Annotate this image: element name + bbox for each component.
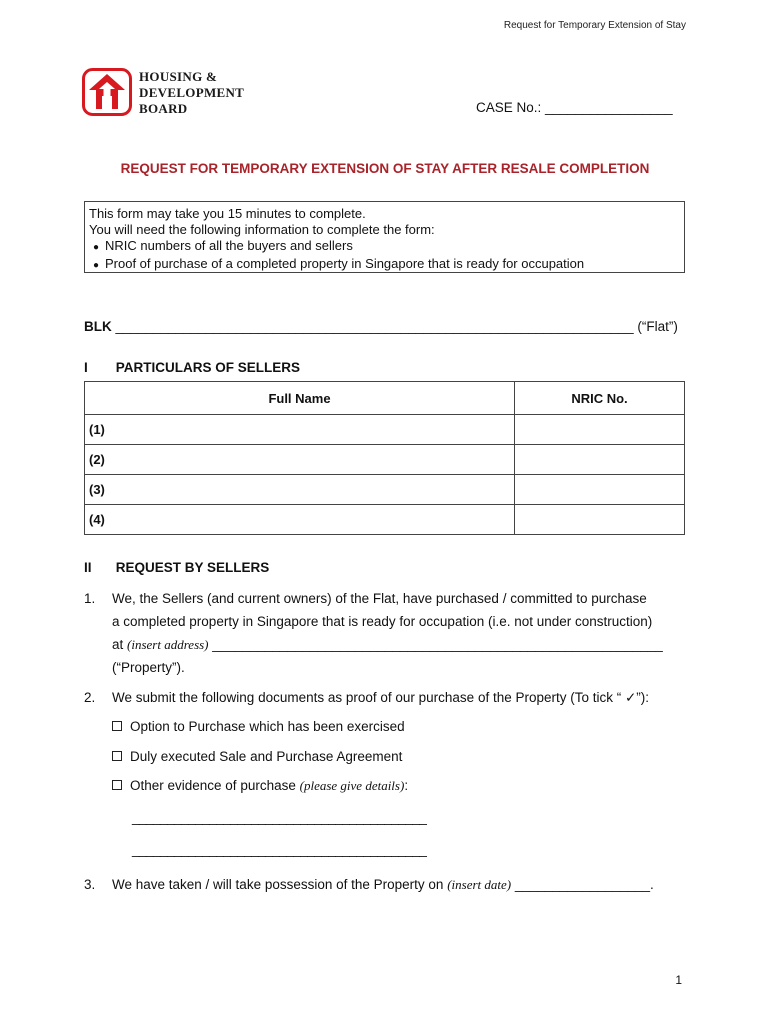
- insert-date-hint: (insert date): [447, 877, 512, 892]
- seller-name-cell[interactable]: (3): [85, 475, 515, 505]
- bullet-icon: ●: [93, 260, 100, 271]
- org-name-line3: BOARD: [139, 101, 188, 116]
- seller-nric-cell[interactable]: [515, 505, 685, 535]
- seller-nric-cell[interactable]: [515, 415, 685, 445]
- bullet-icon: ●: [93, 242, 100, 253]
- table-header-row: [85, 382, 685, 415]
- paragraph-1: [84, 587, 688, 679]
- paragraph-3: [84, 873, 694, 896]
- col-full-name: Full Name: [85, 382, 515, 415]
- details-field-2[interactable]: __________________________________________: [132, 842, 427, 857]
- seller-nric-cell[interactable]: [515, 475, 685, 505]
- info-line-2: You will need the following information to complete the form:: [89, 222, 435, 237]
- table-row: [85, 445, 685, 475]
- option-label: Duly executed Sale and Purchase Agreement: [130, 749, 403, 764]
- case-label: CASE No.:: [476, 100, 542, 115]
- section-2-number: II: [84, 560, 92, 575]
- section-2-title: REQUEST BY SELLERS: [115, 560, 270, 575]
- paragraph-3-text: We have taken / will take possession of the Property on: [112, 877, 444, 892]
- info-box: [84, 201, 685, 273]
- paragraph-1-line-1: We, the Sellers (and current owners) of the Flat, have purchased / committed to purchase: [112, 591, 647, 606]
- running-header: Request for Temporary Extension of Stay: [503, 20, 686, 31]
- paragraph-3-number: 3.: [84, 877, 96, 892]
- paragraph-1-line-3: [112, 633, 688, 656]
- paragraph-1-line-4: (“Property”).: [112, 660, 185, 675]
- info-bullet: ● NRIC numbers of all the buyers and sellers: [89, 238, 680, 256]
- seller-nric-cell[interactable]: [515, 445, 685, 475]
- blk-label: BLK: [84, 319, 112, 334]
- blk-suffix: (“Flat”): [637, 319, 678, 334]
- option-checkbox-otp[interactable]: [112, 719, 405, 734]
- section-1-title: PARTICULARS OF SELLERS: [115, 360, 301, 375]
- org-name-line1: HOUSING &: [139, 69, 218, 84]
- blk-line: [84, 319, 688, 334]
- possession-date-field[interactable]: __________________.: [514, 877, 654, 892]
- seller-name-cell[interactable]: (4): [85, 505, 515, 535]
- checkbox-icon[interactable]: [112, 721, 122, 731]
- option-checkbox-spa[interactable]: [112, 749, 402, 764]
- option-label: Other evidence of purchase: [130, 778, 296, 793]
- sellers-table: [84, 381, 685, 535]
- paragraph-2-text: We submit the following documents as proof of our purchase of the Property (To tick “ ✓”):: [112, 690, 650, 705]
- info-line-1: This form may take you 15 minutes to complete.: [89, 206, 366, 221]
- info-bullet-list: [89, 238, 680, 274]
- info-bullet: ● Proof of purchase of a completed property in Singapore that is ready for occupation: [89, 256, 680, 274]
- hdb-logo-icon: [82, 68, 132, 116]
- paragraph-2: [84, 686, 688, 709]
- page-number: 1: [675, 973, 682, 987]
- case-number-field[interactable]: _________________: [545, 100, 673, 115]
- give-details-hint: (please give details): [299, 778, 405, 793]
- paragraph-2-number: 2.: [84, 690, 96, 705]
- org-name: [139, 69, 244, 117]
- case-number: [476, 100, 673, 115]
- form-title: REQUEST FOR TEMPORARY EXTENSION OF STAY AFTER RESALE COMPLETION: [120, 161, 650, 176]
- seller-name-cell[interactable]: (1): [85, 415, 515, 445]
- blk-field[interactable]: _____________________________________________________________________: [115, 319, 634, 334]
- col-nric: NRIC No.: [515, 382, 685, 415]
- at-label: at: [112, 637, 124, 652]
- paragraph-1-number: 1.: [84, 591, 96, 606]
- section-1-number: I: [84, 360, 88, 375]
- option-label: Option to Purchase which has been exercised: [130, 719, 405, 734]
- paragraph-1-line-2: a completed property in Singapore that is ready for occupation (i.e. not under construction): [112, 614, 653, 629]
- details-field-1[interactable]: __________________________________________: [132, 810, 427, 825]
- org-name-line2: DEVELOPMENT: [139, 85, 245, 100]
- section-2-heading: [84, 560, 269, 575]
- section-1-heading: [84, 360, 300, 375]
- checkbox-icon[interactable]: [112, 751, 122, 761]
- address-field[interactable]: ____________________________________________________________: [212, 637, 663, 652]
- insert-address-hint: (insert address): [127, 637, 209, 652]
- seller-name-cell[interactable]: (2): [85, 445, 515, 475]
- table-row: [85, 505, 685, 535]
- table-row: [85, 475, 685, 505]
- option-checkbox-other[interactable]: Other evidence of purchase (please give details):: [112, 778, 408, 794]
- table-row: [85, 415, 685, 445]
- checkbox-icon[interactable]: [112, 780, 122, 790]
